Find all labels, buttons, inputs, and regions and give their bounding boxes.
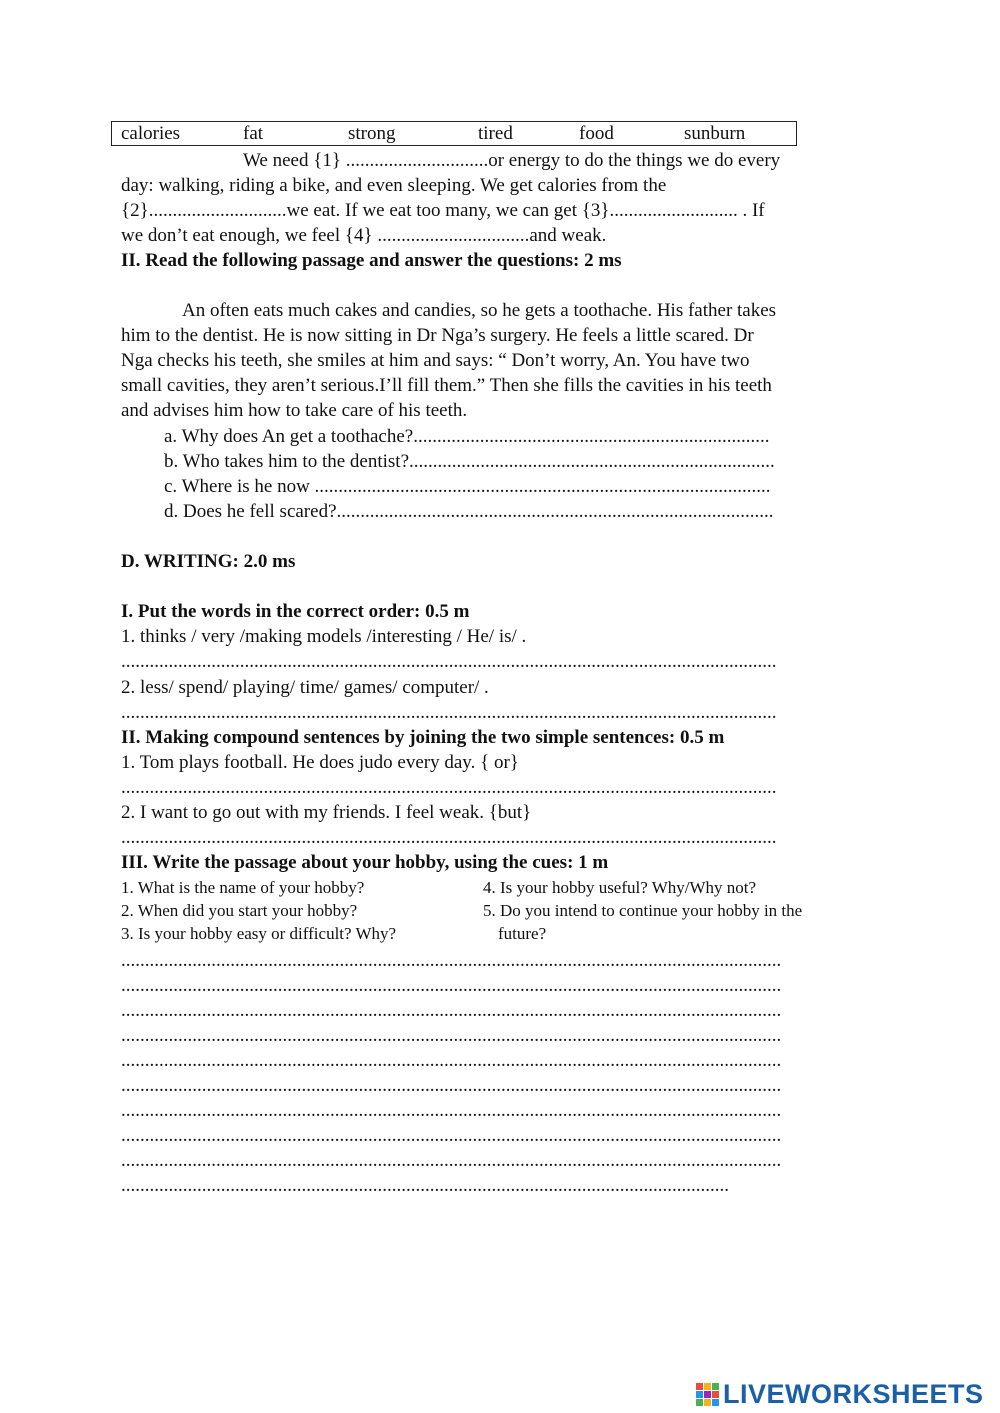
passage-line: Nga checks his teeth, she smiles at him and says: “ Don’t worry, An. You have two [121,350,750,371]
exercise-item: 1. Tom plays football. He does judo every day. { or} [121,752,519,773]
answer-line: ........................................................................................................................................... [121,1100,782,1121]
cue-item: 3. Is your hobby easy or difficult? Why? [121,924,397,943]
passage-line: and advises him how to take care of his teeth. [121,400,468,421]
answer-line: .......................................................................................................................................... [121,651,777,672]
cue-item: 1. What is the name of your hobby? [121,878,365,897]
cue-item: 2. When did you start your hobby? [121,901,358,920]
cue-item: 5. Do you intend to continue your hobby in the [483,901,803,920]
part-heading: III. Write the passage about your hobby, using the cues: 1 m [121,852,609,873]
word-box-item: tired [478,123,513,144]
answer-line: ........................................................................................................................................... [121,1025,782,1046]
question-item: c. Where is he now ................................................................................................ [164,476,771,497]
passage-line: we don’t eat enough, we feel {4} ................................and weak. [121,225,607,246]
cue-item: future? [498,924,547,943]
section-heading: II. Read the following passage and answer the questions: 2 ms [121,250,622,271]
answer-line: ........................................................................................................................................... [121,975,782,996]
exercise-item: 2. I want to go out with my friends. I feel weak. {but} [121,802,532,823]
exercise-item: 1. thinks / very /making models /interesting / He/ is/ . [121,626,527,647]
answer-line: ........................................................................................................................................... [121,950,782,971]
passage-line: day: walking, riding a bike, and even sleeping. We get calories from the [121,175,667,196]
answer-line: .......................................................................................................................................... [121,702,777,723]
logo-mark-icon [696,1383,719,1406]
question-item: d. Does he fell scared?............................................................................................ [164,501,774,522]
word-box [111,121,797,146]
section-heading: D. WRITING: 2.0 ms [121,551,296,572]
word-box-item: fat [243,123,264,144]
answer-line: ........................................................................................................................................... [121,1075,782,1096]
passage-line: him to the dentist. He is now sitting in Dr Nga’s surgery. He feels a little scared. Dr [121,325,754,346]
liveworksheets-logo[interactable] [696,1376,984,1412]
part-heading: II. Making compound sentences by joining the two simple sentences: 0.5 m [121,727,725,748]
word-box-item: calories [121,123,181,144]
passage-line: An often eats much cakes and candies, so he gets a toothache. His father takes [182,300,777,321]
answer-line: ........................................................................................................................................... [121,1125,782,1146]
answer-line: ................................................................................................................................ [121,1175,729,1196]
logo-text: LIVEWORKSHEETS [723,1378,984,1409]
answer-line: ........................................................................................................................................... [121,1050,782,1071]
answer-line: ........................................................................................................................................... [121,1150,782,1171]
exercise-item: 2. less/ spend/ playing/ time/ games/ computer/ . [121,677,489,698]
answer-line: .......................................................................................................................................... [121,827,777,848]
word-box-item: sunburn [684,123,746,144]
cue-item: 4. Is your hobby useful? Why/Why not? [483,878,757,897]
passage-line: {2}.............................we eat. If we eat too many, we can get {3}........................... . If [121,200,765,221]
answer-line: ........................................................................................................................................... [121,1000,782,1021]
passage-line: small cavities, they aren’t serious.I’ll fill them.” Then she fills the cavities in his teeth [121,375,772,396]
word-box-item: strong [348,123,396,144]
word-box-item: food [579,123,614,144]
passage-line: We need {1} ..............................or energy to do the things we do every [243,150,781,171]
question-item: b. Who takes him to the dentist?............................................................................. [164,451,775,472]
part-heading: I. Put the words in the correct order: 0.5 m [121,601,470,622]
question-item: a. Why does An get a toothache?........................................................................... [164,426,770,447]
answer-line: .......................................................................................................................................... [121,777,777,798]
